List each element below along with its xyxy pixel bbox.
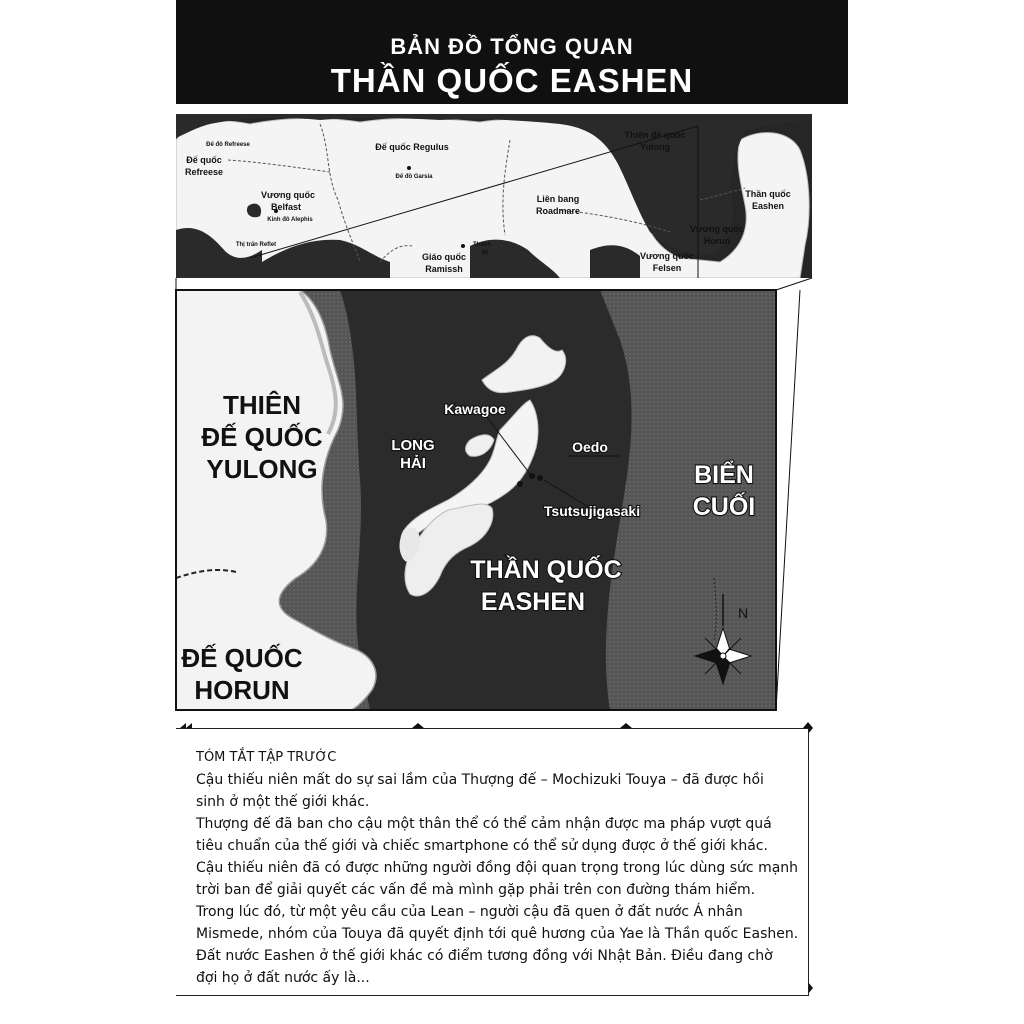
label-horun-2: Horun	[703, 236, 731, 246]
label-ramissh-1: Giáo quốc	[421, 252, 467, 262]
summary-line: Cậu thiếu niên mất do sự sai lầm của Thượng đế – Mochizuki Touya – đã được hồi	[196, 772, 764, 788]
label-yulong-1: THIÊN	[223, 390, 301, 420]
summary-line: Thượng đế đã ban cho cậu một thân thể có thể cảm nhận được ma pháp vượt quá	[196, 816, 772, 832]
summary-line: sinh ở một thế giới khác.	[196, 794, 370, 810]
label-belfast-2: Belfast	[270, 202, 302, 212]
summary-line: Cậu thiếu niên đã có được những người đồng đội quan trọng trong lúc dùng sức mạnh	[196, 860, 799, 876]
label-belfast-1: Vương quốc	[261, 190, 315, 200]
summary-heading: TÓM TẮT TẬP TRƯỚC	[196, 750, 337, 765]
compass-north-label: N	[738, 605, 749, 621]
label-oedo: Oedo	[572, 439, 608, 455]
label-refreese-2: Refreese	[184, 167, 224, 177]
summary-line: đợi họ ở đất nước ấy là...	[196, 970, 370, 986]
label-yulong-2: Yulong	[640, 142, 670, 152]
label-yulong-1: Thiên đế quốc	[624, 130, 686, 140]
summary-line: tiêu chuẩn của thế giới và chiếc smartphone có thể sử dụng được ở thế giới khác.	[196, 838, 768, 854]
label-eashen-1: THẦN QUỐC	[470, 556, 622, 584]
label-long-hai-1: LONG	[391, 437, 435, 454]
label-regulus: Đế quốc Regulus	[375, 142, 449, 152]
label-long-hai-2: HẢI	[400, 455, 426, 472]
label-yulong-3: YULONG	[206, 454, 318, 484]
overview-map	[176, 114, 812, 290]
label-eashen-2: EASHEN	[480, 588, 586, 616]
label-refreese-1: Đế quốc	[186, 155, 222, 165]
label-roadmare-1: Liên bang	[536, 194, 580, 204]
summary-line: trời ban để giải quyết các vấn đề mà mình gặp phải trên con đường thám hiểm.	[196, 882, 756, 898]
label-holy-city-2: đô	[481, 250, 489, 256]
label-roadmare-2: Roadmare	[535, 206, 581, 216]
label-belfast-capital: Kinh đô Alephis	[267, 217, 313, 223]
page-title: THẦN QUỐC EASHEN	[330, 62, 694, 99]
page-subtitle: BẢN ĐỒ TỔNG QUAN	[390, 34, 634, 59]
label-felsen-1: Vương quốc	[640, 251, 694, 261]
summary-line: Trong lúc đó, từ một yêu cầu của Lean – người cậu đã quen ở đất nước Á nhân	[196, 904, 743, 920]
label-tsutsujigasaki: Tsutsujigasaki	[543, 503, 641, 519]
label-kawagoe: Kawagoe	[444, 401, 506, 417]
label-eashen-1: Thần quốc	[745, 189, 791, 199]
label-sea-2: CUỐI	[692, 493, 756, 521]
summary-line: Đất nước Eashen ở thế giới khác có điểm tương đồng với Nhật Bản. Điều đang chờ	[196, 948, 773, 964]
detail-map	[176, 290, 800, 710]
label-ramissh-2: Ramissh	[425, 264, 463, 274]
label-reflet: Thị trấn Reflet	[235, 242, 277, 248]
label-regulus-capital: Đế đô Garsia	[395, 174, 433, 180]
label-holy-city-1: Thánh	[473, 242, 491, 248]
label-horun-2: HORUN	[194, 675, 290, 705]
label-horun-1: ĐẾ QUỐC	[181, 643, 303, 673]
label-refreese-capital: Đế đô Refreese	[206, 142, 250, 148]
label-horun-1: Vương quốc	[690, 224, 744, 234]
label-yulong-2: ĐẾ QUỐC	[201, 422, 323, 452]
label-felsen-2: Felsen	[652, 263, 682, 273]
summary-line: Mismede, nhóm của Touya đã quyết định tới quê hương của Yae là Thần quốc Eashen.	[196, 926, 799, 942]
label-sea-1: BIỂN	[694, 461, 754, 489]
label-eashen-2: Eashen	[751, 201, 785, 211]
